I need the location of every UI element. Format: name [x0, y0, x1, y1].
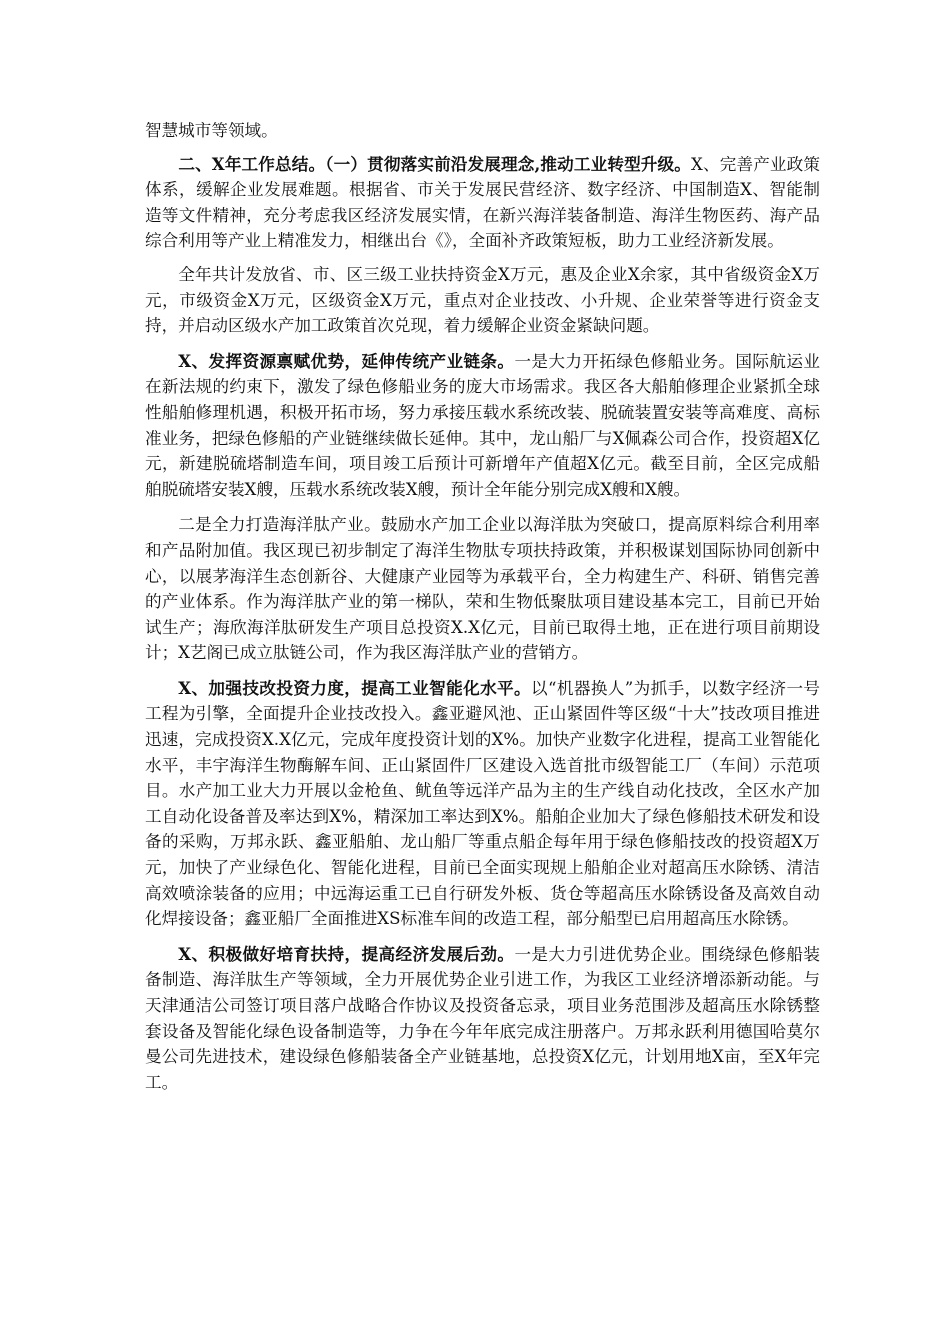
paragraph-marine-peptide: [145, 512, 820, 666]
subsection-heading: X、加强技改投资力度，提高工业智能化水平。: [178, 677, 532, 698]
paragraph-continuation: [145, 118, 820, 144]
paragraph-body: 二是全力打造海洋肽产业。鼓励水产加工企业以海洋肽为突破口，提高原料综合利用率和产品附加值。我区现已初步制定了海洋生物肽专项扶持政策，并积极谋划国际协同创新中心，以展茅海洋生态创新谷、大健康产业园等为承载平台，全力构建生产、科研、销售完善的产业体系。作为海洋肽产业的第一梯队，荣和生物低聚肽项目建设基本完工，目前已开始试生产；海欣海洋肽研发生产项目总投资X.X亿元，目前已取得土地，正在进行项目前期设计；X艺阁已成立肽链公司，作为我区海洋肽产业的营销方。: [145, 515, 820, 663]
subsection-heading: X、积极做好培育扶持，提高经济发展后劲。: [178, 943, 515, 964]
paragraph-resource-advantage: [145, 349, 820, 503]
paragraph-cultivation: [145, 942, 820, 1096]
paragraph-body: 一是大力开拓绿色修船业务。国际航运业在新法规的约束下，激发了绿色修船业务的庞大市场需求。我区各大船舶修理企业紧抓全球性船舶修理机遇，积极开拓市场，努力承接压载水系统改装、脱硫装置安装等高难度、高标准业务，把绿色修船的产业链继续做长延伸。其中，龙山船厂与X佩森公司合作，投资超X亿元，新建脱硫塔制造车间，项目竣工后预计可新增年产值超X亿元。截至目前，全区完成船舶脱硫塔安装X艘，压载水系统改装X艘，预计全年能分别完成X艘和X艘。: [145, 351, 821, 499]
paragraph-body: 智慧城市等领域。: [145, 121, 278, 140]
paragraph-work-summary: [145, 152, 820, 254]
section-heading: 二、X年工作总结。（一）贯彻落实前沿发展理念,推动工业转型升级。: [178, 153, 692, 174]
paragraph-body: 以“机器换人”为抓手，以数字经济一号工程为引擎，全面提升企业技改投入。鑫亚避风池、正山紧固件等区级“十大”技改项目推进迅速，完成投资X.X亿元，完成年度投资计划的X%。加快产业数字化进程，提高工业智能化水平，丰宇海洋生物酶解车间、正山紧固件厂区建设入选首批市级智能工厂（车间）示范项目。水产加工业大力开展以金枪鱼、鱿鱼等远洋产品为主的生产线自动化技改，全区水产加工自动化设备普及率达到X%，精深加工率达到X%。船舶企业加大了绿色修船技术研发和设备的采购，万邦永跃、鑫亚船舶、龙山船厂等重点船企每年用于绿色修船技改的投资超X万元，加快了产业绿色化、智能化进程，目前已全面实现规上船舶企业对超高压水除锈、清洁高效喷涂装备的应用；中远海运重工已自行研发外板、货仓等超高压水除锈设备及高效自动化焊接设备；鑫亚船厂全面推进XS标准车间的改造工程，部分船型已启用超高压水除锈。: [145, 678, 821, 929]
paragraph-funding: [145, 262, 820, 339]
subsection-heading: X、发挥资源禀赋优势，延伸传统产业链条。: [178, 350, 515, 371]
document-page: [145, 118, 820, 1105]
paragraph-tech-investment: [145, 676, 820, 932]
paragraph-body: 全年共计发放省、市、区三级工业扶持资金X万元，惠及企业X余家，其中省级资金X万元，市级资金X万元，区级资金X万元，重点对企业技改、小升规、企业荣誉等进行资金支持，并启动区级水产加工政策首次兑现，着力缓解企业资金紧缺问题。: [145, 264, 820, 336]
paragraph-body: 一是大力引进优势企业。围绕绿色修船装备制造、海洋肽生产等领域，全力开展优势企业引进工作，为我区工业经济增添新动能。与天津通洁公司签订项目落户战略合作协议及投资备忘录，项目业务范围涉及超高压水除锈整套设备及智能化绿色设备制造等，力争在今年年底完成注册落户。万邦永跃利用德国哈莫尔曼公司先进技术，建设绿色修船装备全产业链基地，总投资X亿元，计划用地X亩，至X年完工。: [145, 944, 821, 1092]
paragraph-body: X、完善产业政策体系，缓解企业发展难题。根据省、市关于发展民营经济、数字经济、中国制造X、智能制造等文件精神，充分考虑我区经济发展实情，在新兴海洋装备制造、海洋生物医药、海产品综合利用等产业上精准发力，相继出台《》，全面补齐政策短板，助力工业经济新发展。: [145, 154, 820, 251]
